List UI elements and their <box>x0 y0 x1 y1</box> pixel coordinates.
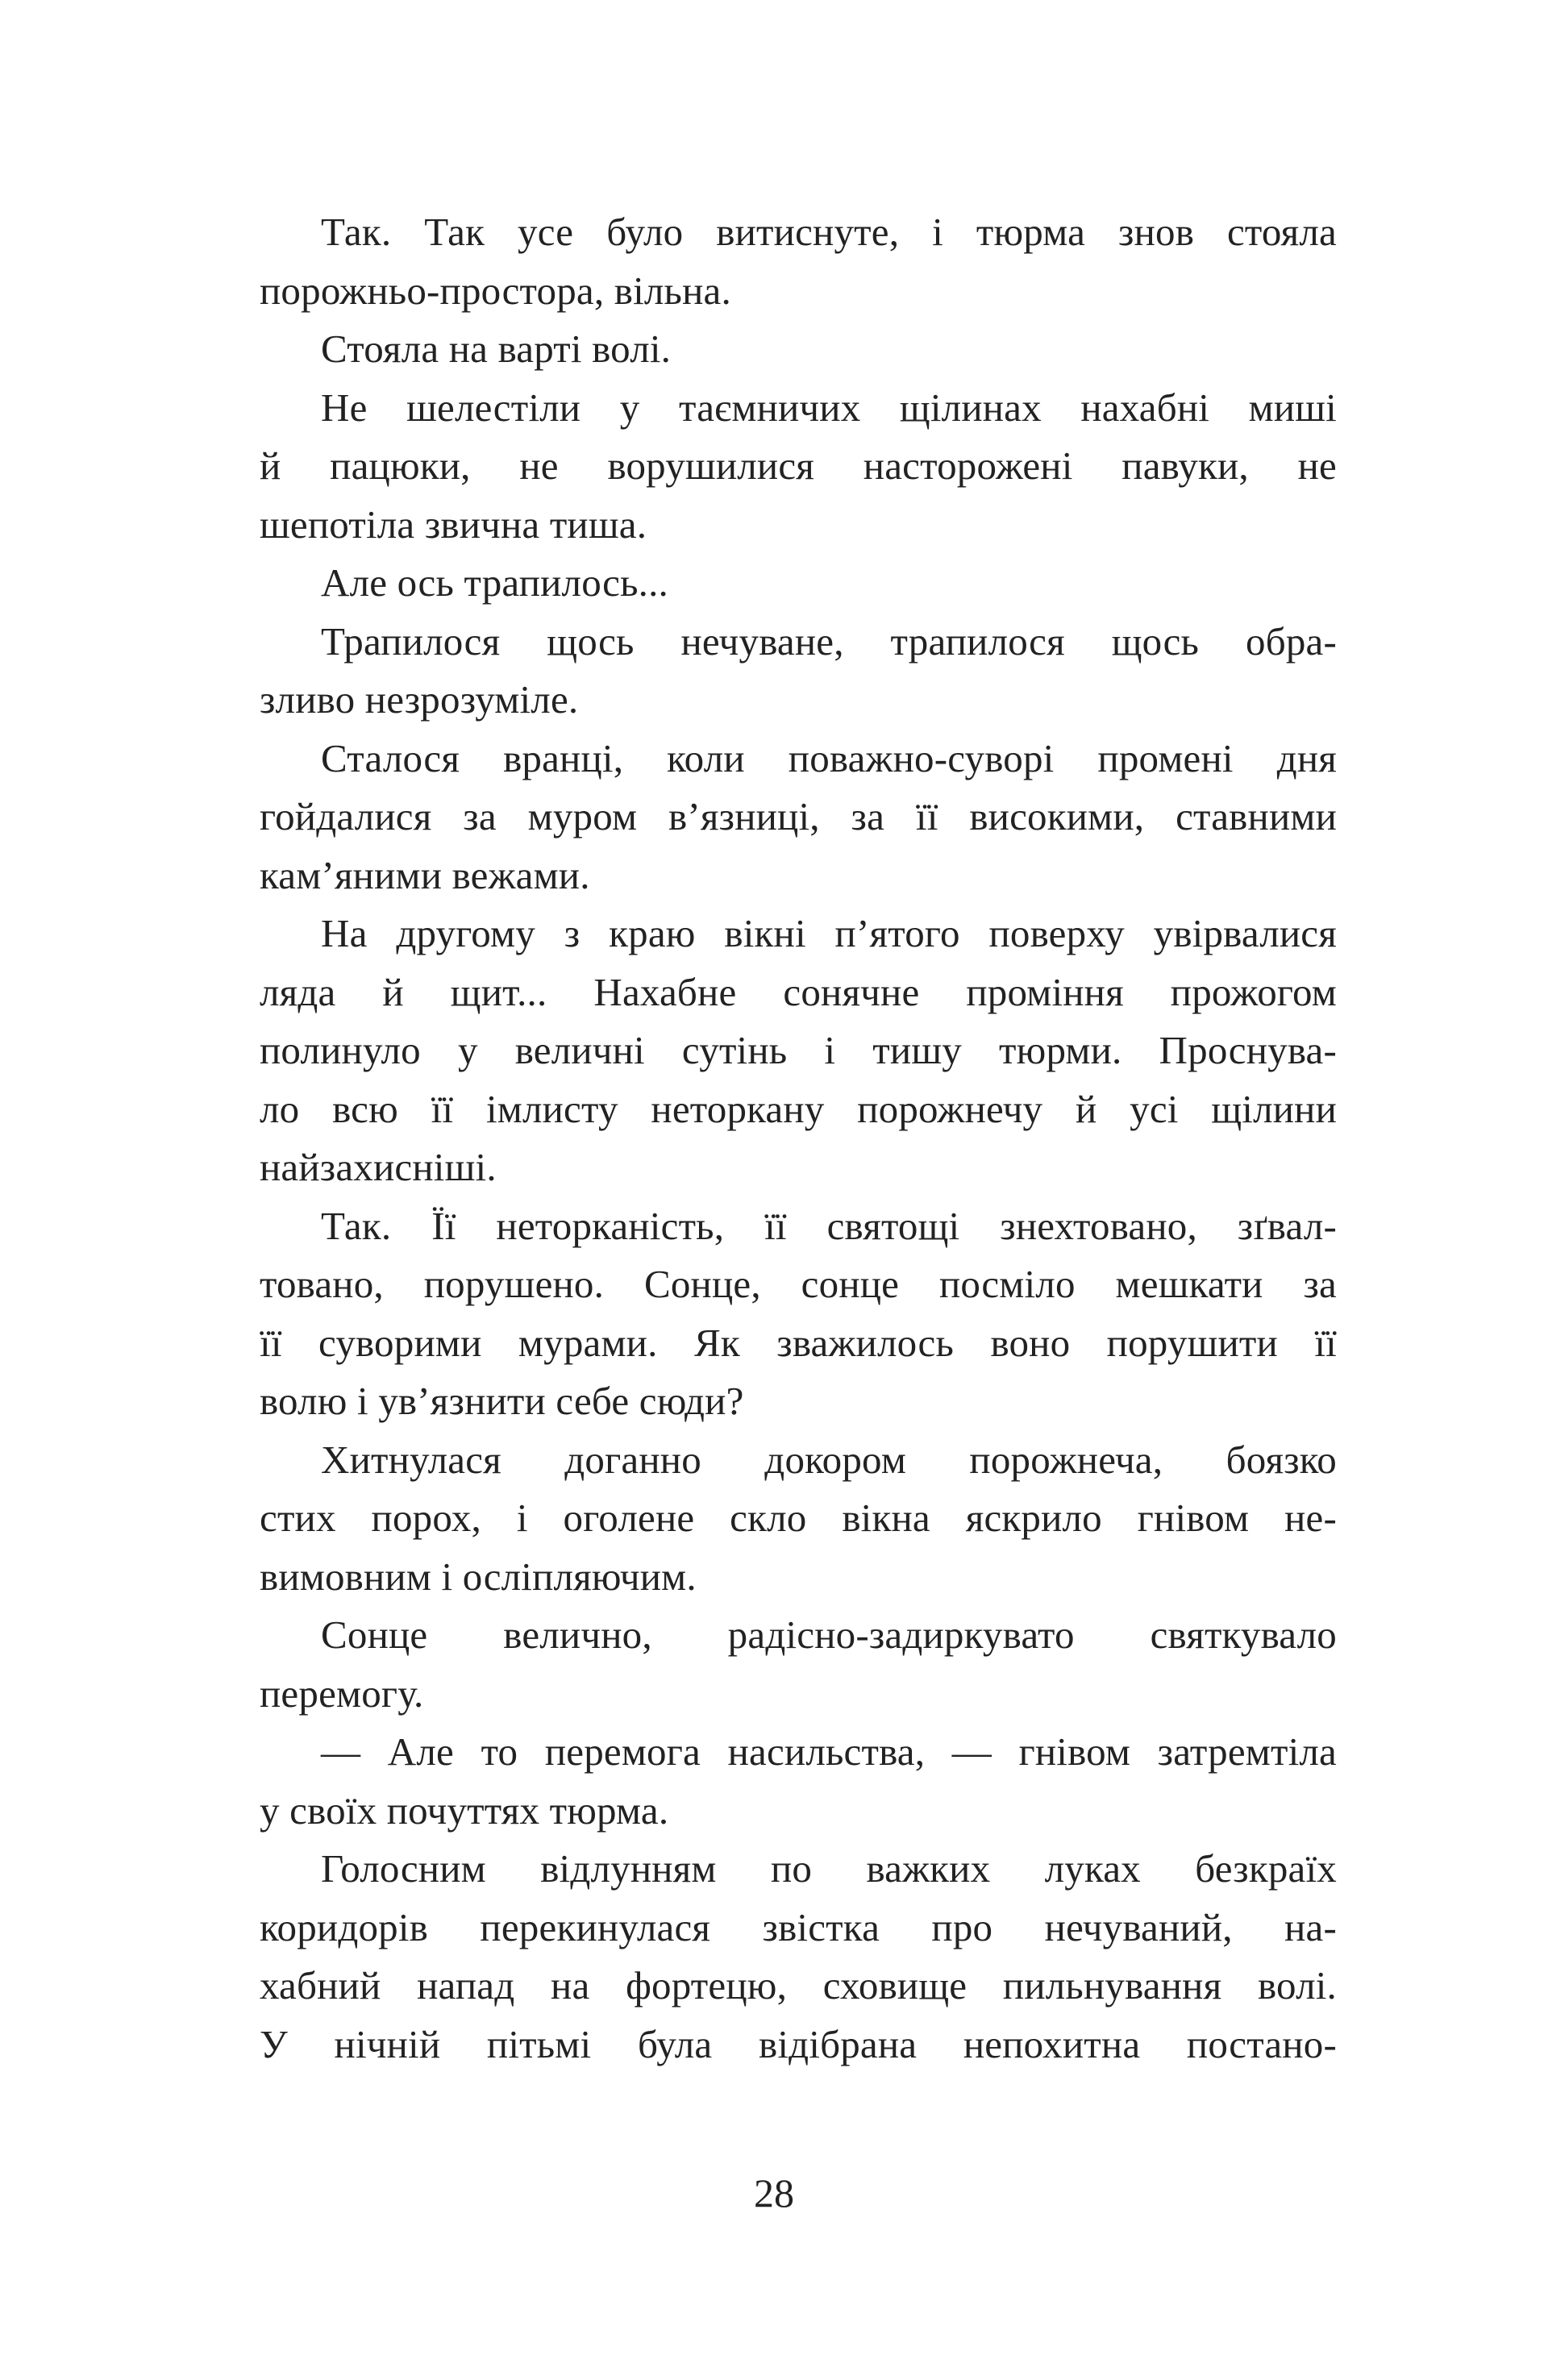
text-line: У нічній пітьмі була відібрана непохитна постано- <box>260 2021 1337 2066</box>
text-line: порожньо-простора, вільна. <box>260 268 731 313</box>
text-line: стих порох, і оголене скло вікна яскрило гнівом не- <box>260 1496 1337 1540</box>
text-line: найзахисніші. <box>260 1145 497 1189</box>
text-line: Стояла на варті волі. <box>321 327 672 371</box>
text-line: вимовним і осліпляючим. <box>260 1554 697 1599</box>
text-line: перемогу. <box>260 1671 424 1716</box>
text-line: полинуло у величні сутінь і тишу тюрми. Проснува- <box>260 1028 1337 1072</box>
text-line: хабний напад на фортецю, сховище пильнування волі. <box>260 1963 1337 2008</box>
text-line: кам’яними вежами. <box>260 852 590 897</box>
text-line: товано, порушено. Сонце, сонце посміло мешкати за <box>260 1262 1337 1306</box>
text-line: Не шелестіли у таємничих щілинах нахабні миші <box>321 385 1337 430</box>
text-line: й пацюки, не ворушилися настороженi павуки, не <box>260 443 1337 488</box>
text-line: коридорів перекинулася звістка про нечуваний, на- <box>260 1904 1337 1949</box>
text-line: — Але то перемога насильства, — гнівом затремтіла <box>321 1729 1337 1774</box>
text-line: ляда й щит... Нахабне сонячне проміння прожогом <box>260 969 1337 1014</box>
page-number: 28 <box>754 2170 794 2216</box>
text-line: Сталося вранці, коли поважно-суворі промені дня <box>321 735 1337 780</box>
page-body-text <box>260 203 1337 2074</box>
text-line: волю і ув’язнити себе сюди? <box>260 1379 744 1423</box>
text-line: зливо незрозуміле. <box>260 677 579 722</box>
text-line: Голосним відлунням по важких луках безкраїх <box>321 1846 1337 1891</box>
text-line: її суворими мурами. Як зважилось воно порушити її <box>260 1320 1337 1365</box>
text-line: Трапилося щось нечуване, трапилося щось обра- <box>321 618 1337 664</box>
text-line: ло всю її імлисту неторкану порожнечу й усі щілини <box>260 1086 1337 1131</box>
text-line: гойдалися за муром в’язниці, за її високими, ставними <box>260 794 1337 838</box>
text-line: Сонце велично, радісно-задиркувато святкувало <box>321 1612 1337 1657</box>
text-line: Так. Її неторканість, її святощі знехтовано, зґвал- <box>321 1203 1337 1248</box>
text-line: шепотіла звична тиша. <box>260 501 647 547</box>
text-line: Але ось трапилось... <box>321 560 668 605</box>
text-line: На другому з краю вікні п’ятого поверху увірвалися <box>321 911 1337 955</box>
text-line: у своїх почуттях тюрма. <box>260 1787 669 1833</box>
text-line: Так. Так усе було витиснуте, і тюрма знов стояла <box>321 210 1337 254</box>
text-line: Хитнулася доганно докором порожнеча, боязко <box>321 1437 1337 1482</box>
